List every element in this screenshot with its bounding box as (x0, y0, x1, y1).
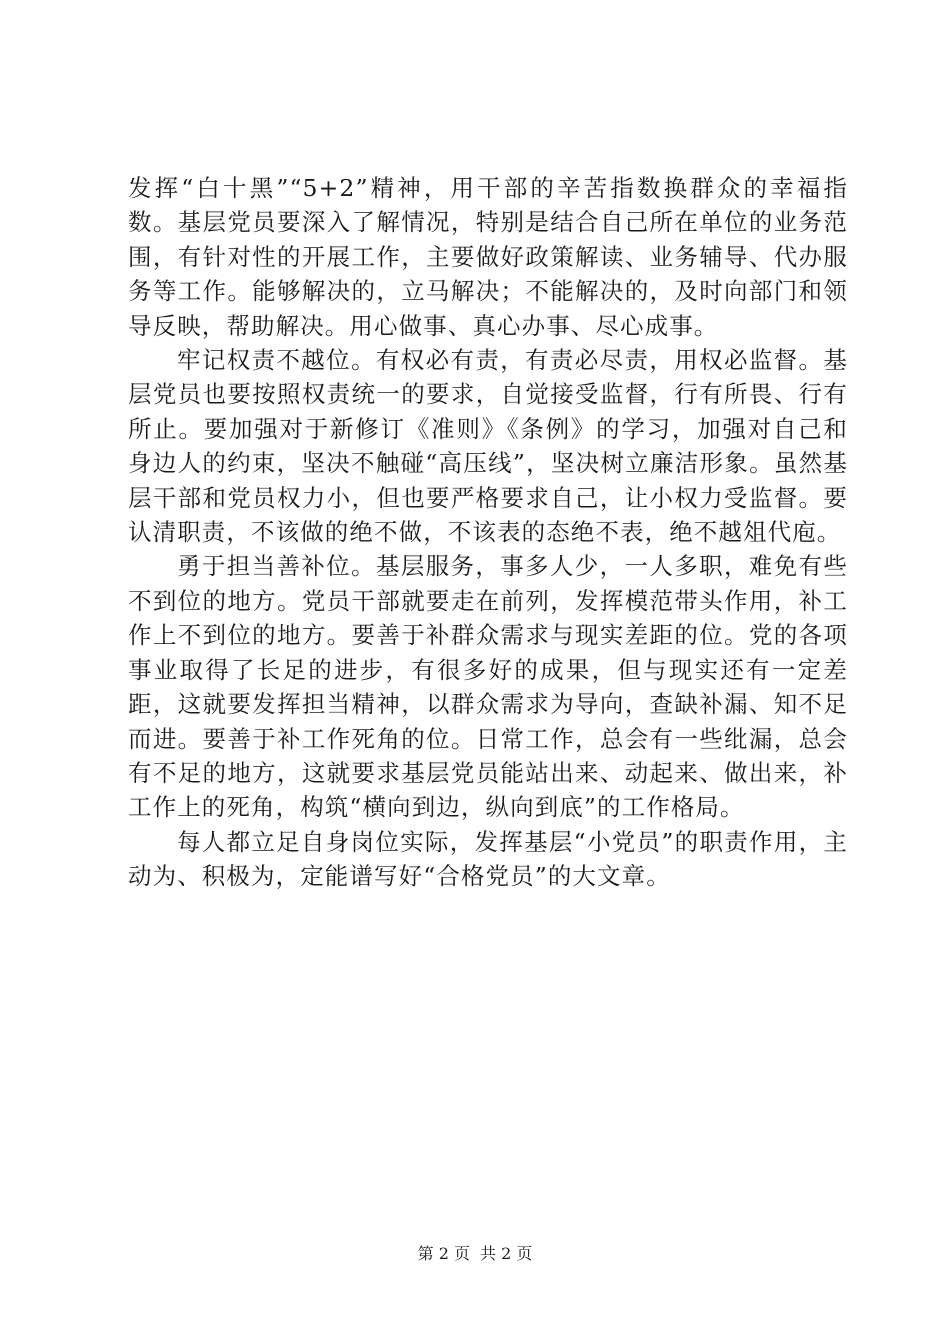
paragraph-conclusion: 每人都立足自身岗位实际，发挥基层“小党员”的职责作用，主动为、积极为，定能谱写好“合格党员”的大文章。 (128, 827, 848, 891)
page-total: 共 2 页 (480, 1244, 533, 1263)
paragraph-accountability: 牢记权责不越位。有权必有责，有责必尽责，用权必监督。基层党员也要按照权责统一的要求，自觉接受监督，行有所畏、行有所止。要加强对于新修订《准则》《条例》的学习，加强对自己和身边人的约束，坚决不触碰“高压线”，坚决树立廉洁形象。虽然基层干部和党员权力小，但也要严格要求自己，让小权力受监督。要认清职责，不该做的绝不做，不该表的态绝不表，绝不越俎代庖。 (128, 346, 848, 547)
paragraph-responsibility: 勇于担当善补位。基层服务，事多人少，一人多职，难免有些不到位的地方。党员干部就要走在前列，发挥模范带头作用，补工作上不到位的地方。要善于补群众需求与现实差距的位。党的各项事业取得了长足的进步，有很多好的成果，但与现实还有一定差距，这就要发挥担当精神，以群众需求为导向，查缺补漏、知不足而进。要善于补工作死角的位。日常工作，总会有一些纰漏，总会有不足的地方，这就要求基层党员能站出来、动起来、做出来，补工作上的死角，构筑“横向到边，纵向到底”的工作格局。 (128, 552, 848, 822)
document-body (128, 171, 848, 894)
page-footer (0, 1244, 950, 1264)
paragraph-continuation: 发挥“白十黑”“5+2”精神，用干部的辛苦指数换群众的幸福指数。基层党员要深入了解情况，特别是结合自己所在单位的业务范围，有针对性的开展工作，主要做好政策解读、业务辅导、代办服务等工作。能够解决的，立马解决；不能解决的，及时向部门和领导反映，帮助解决。用心做事、真心办事、尽心成事。 (128, 174, 848, 340)
page-number: 第 2 页 (417, 1244, 470, 1263)
